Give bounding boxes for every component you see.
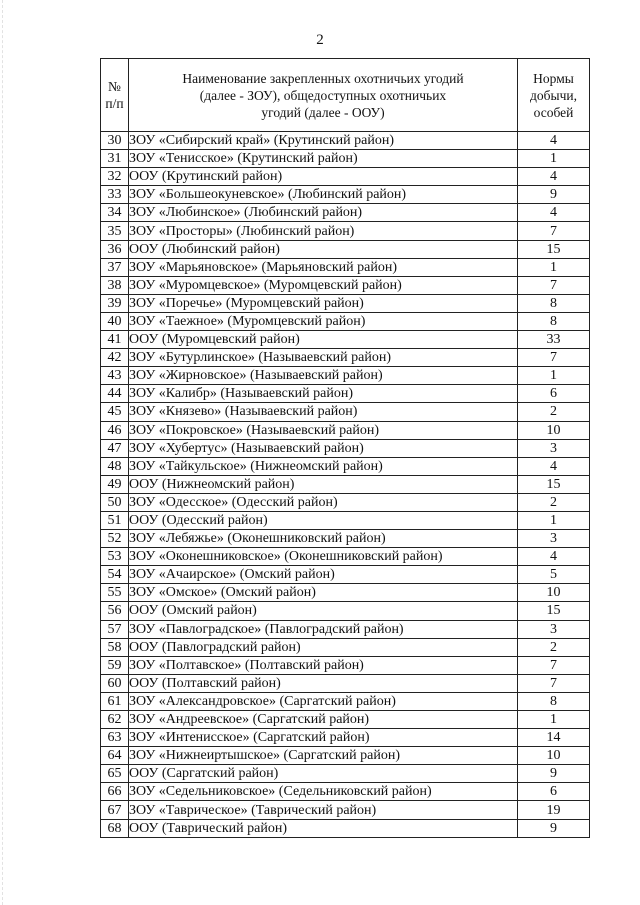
row-name: ЗОУ «Князево» (Называевский район) (129, 403, 518, 421)
row-number: 40 (101, 312, 129, 330)
row-number: 56 (101, 602, 129, 620)
row-name: ЗОУ «Омское» (Омский район) (129, 584, 518, 602)
row-name: ЗОУ «Жирновское» (Называевский район) (129, 367, 518, 385)
row-number: 49 (101, 475, 129, 493)
table-row (101, 530, 590, 548)
table-row (101, 258, 590, 276)
row-name: ЗОУ «Марьяновское» (Марьяновский район) (129, 258, 518, 276)
row-name: ЗОУ «Александровское» (Саргатский район) (129, 692, 518, 710)
header-name-line-1: Наименование закрепленных охотничьих угодий (182, 70, 464, 86)
table-row (101, 620, 590, 638)
row-name: ООУ (Омский район) (129, 602, 518, 620)
row-name: ЗОУ «Поречье» (Муромцевский район) (129, 294, 518, 312)
row-norm: 1 (518, 511, 590, 529)
row-norm: 1 (518, 258, 590, 276)
table-row (101, 692, 590, 710)
row-name: ООУ (Саргатский район) (129, 765, 518, 783)
table-row (101, 711, 590, 729)
row-number: 63 (101, 729, 129, 747)
row-number: 59 (101, 656, 129, 674)
row-number: 54 (101, 566, 129, 584)
row-name: ЗОУ «Муромцевское» (Муромцевский район) (129, 276, 518, 294)
hunting-norms-table (100, 58, 590, 838)
row-number: 50 (101, 493, 129, 511)
row-norm: 1 (518, 150, 590, 168)
table-body (101, 132, 590, 838)
row-name: ООУ (Полтавский район) (129, 674, 518, 692)
row-norm: 9 (518, 765, 590, 783)
row-name: ЗОУ «Андреевское» (Саргатский район) (129, 711, 518, 729)
row-number: 31 (101, 150, 129, 168)
row-number: 60 (101, 674, 129, 692)
header-number-line-1: № (108, 79, 121, 94)
table-row (101, 349, 590, 367)
row-name: ООУ (Любинский район) (129, 240, 518, 258)
table-row (101, 801, 590, 819)
row-name: ЗОУ «Покровское» (Называевский район) (129, 421, 518, 439)
row-number: 30 (101, 132, 129, 150)
table-row (101, 204, 590, 222)
row-number: 46 (101, 421, 129, 439)
row-number: 57 (101, 620, 129, 638)
row-norm: 2 (518, 403, 590, 421)
row-norm: 7 (518, 349, 590, 367)
row-norm: 6 (518, 783, 590, 801)
row-number: 42 (101, 349, 129, 367)
row-norm: 3 (518, 439, 590, 457)
table-row (101, 765, 590, 783)
row-name: ЗОУ «Полтавское» (Полтавский район) (129, 656, 518, 674)
row-norm: 1 (518, 711, 590, 729)
row-norm: 7 (518, 222, 590, 240)
table-row (101, 457, 590, 475)
row-norm: 1 (518, 367, 590, 385)
row-number: 51 (101, 511, 129, 529)
table-row (101, 367, 590, 385)
row-number: 53 (101, 548, 129, 566)
row-name: ЗОУ «Таежное» (Муромцевский район) (129, 312, 518, 330)
row-norm: 4 (518, 132, 590, 150)
table-row (101, 747, 590, 765)
row-name: ЗОУ «Просторы» (Любинский район) (129, 222, 518, 240)
table-row (101, 566, 590, 584)
header-number-line-2: п/п (105, 96, 124, 111)
row-number: 39 (101, 294, 129, 312)
row-name: ЗОУ «Таврическое» (Таврический район) (129, 801, 518, 819)
table-row (101, 168, 590, 186)
row-number: 44 (101, 385, 129, 403)
row-name: ЗОУ «Оконешниковское» (Оконешниковский район) (129, 548, 518, 566)
table-row (101, 656, 590, 674)
row-name: ЗОУ «Любинское» (Любинский район) (129, 204, 518, 222)
table-row (101, 186, 590, 204)
row-norm: 2 (518, 638, 590, 656)
header-norm (518, 59, 590, 132)
row-name: ООУ (Нижнеомский район) (129, 475, 518, 493)
row-name: ООУ (Крутинский район) (129, 168, 518, 186)
row-number: 43 (101, 367, 129, 385)
row-name: ЗОУ «Хубертус» (Называевский район) (129, 439, 518, 457)
row-number: 66 (101, 783, 129, 801)
row-name: ООУ (Таврический район) (129, 819, 518, 837)
row-number: 35 (101, 222, 129, 240)
table-row (101, 493, 590, 511)
row-norm: 15 (518, 602, 590, 620)
table-row (101, 511, 590, 529)
row-number: 37 (101, 258, 129, 276)
header-norm-line-3: особей (533, 104, 574, 120)
row-number: 41 (101, 331, 129, 349)
row-number: 36 (101, 240, 129, 258)
header-norm-line-1: Нормы (533, 70, 574, 86)
row-number: 61 (101, 692, 129, 710)
table-row (101, 222, 590, 240)
row-name: ООУ (Муромцевский район) (129, 331, 518, 349)
table-row (101, 602, 590, 620)
row-norm: 10 (518, 421, 590, 439)
page-number: 2 (316, 32, 324, 48)
row-norm: 6 (518, 385, 590, 403)
row-number: 47 (101, 439, 129, 457)
header-name (129, 59, 518, 132)
row-norm: 3 (518, 620, 590, 638)
row-norm: 5 (518, 566, 590, 584)
row-norm: 15 (518, 475, 590, 493)
row-name: ЗОУ «Одесское» (Одесский район) (129, 493, 518, 511)
row-name: ЗОУ «Павлоградское» (Павлоградский район) (129, 620, 518, 638)
row-norm: 3 (518, 530, 590, 548)
row-norm: 7 (518, 656, 590, 674)
header-norm-line-2: добычи, (530, 87, 577, 103)
table-row (101, 548, 590, 566)
row-number: 52 (101, 530, 129, 548)
table-row (101, 385, 590, 403)
row-norm: 2 (518, 493, 590, 511)
table-row (101, 240, 590, 258)
row-norm: 8 (518, 294, 590, 312)
table-row (101, 421, 590, 439)
row-name: ООУ (Одесский район) (129, 511, 518, 529)
row-norm: 4 (518, 457, 590, 475)
row-norm: 19 (518, 801, 590, 819)
table-row (101, 638, 590, 656)
row-name: ЗОУ «Тайкульское» (Нижнеомский район) (129, 457, 518, 475)
row-name: ЗОУ «Седельниковское» (Седельниковский район) (129, 783, 518, 801)
header-name-line-2: (далее - ЗОУ), общедоступных охотничьих (199, 87, 447, 103)
table-header-row (101, 59, 590, 132)
header-name-line-3: угодий (далее - ООУ) (261, 104, 385, 120)
row-number: 33 (101, 186, 129, 204)
row-number: 67 (101, 801, 129, 819)
row-name: ЗОУ «Ачаирское» (Омский район) (129, 566, 518, 584)
row-number: 68 (101, 819, 129, 837)
row-norm: 8 (518, 312, 590, 330)
row-norm: 8 (518, 692, 590, 710)
row-number: 65 (101, 765, 129, 783)
row-name: ООУ (Павлоградский район) (129, 638, 518, 656)
row-number: 45 (101, 403, 129, 421)
row-number: 48 (101, 457, 129, 475)
table-row (101, 584, 590, 602)
row-norm: 7 (518, 276, 590, 294)
row-number: 32 (101, 168, 129, 186)
row-name: ЗОУ «Нижнеиртышское» (Саргатский район) (129, 747, 518, 765)
row-norm: 4 (518, 168, 590, 186)
table-row (101, 132, 590, 150)
row-norm: 10 (518, 584, 590, 602)
row-number: 34 (101, 204, 129, 222)
row-norm: 14 (518, 729, 590, 747)
row-name: ЗОУ «Бутурлинское» (Называевский район) (129, 349, 518, 367)
table-row (101, 403, 590, 421)
scan-margin-line (2, 0, 4, 905)
table-row (101, 294, 590, 312)
row-norm: 10 (518, 747, 590, 765)
row-name: ЗОУ «Интенисское» (Саргатский район) (129, 729, 518, 747)
row-name: ЗОУ «Лебяжье» (Оконешниковский район) (129, 530, 518, 548)
row-number: 62 (101, 711, 129, 729)
row-number: 55 (101, 584, 129, 602)
table-row (101, 674, 590, 692)
header-number (101, 59, 129, 132)
row-number: 64 (101, 747, 129, 765)
table-row (101, 439, 590, 457)
row-norm: 4 (518, 204, 590, 222)
row-norm: 4 (518, 548, 590, 566)
table-row (101, 729, 590, 747)
row-norm: 33 (518, 331, 590, 349)
table-row (101, 276, 590, 294)
row-norm: 9 (518, 186, 590, 204)
row-name: ЗОУ «Большеокуневское» (Любинский район) (129, 186, 518, 204)
row-number: 38 (101, 276, 129, 294)
row-name: ЗОУ «Калибр» (Называевский район) (129, 385, 518, 403)
row-name: ЗОУ «Сибирский край» (Крутинский район) (129, 132, 518, 150)
table-row (101, 312, 590, 330)
table-row (101, 150, 590, 168)
row-name: ЗОУ «Тенисское» (Крутинский район) (129, 150, 518, 168)
table-row (101, 475, 590, 493)
row-norm: 15 (518, 240, 590, 258)
row-number: 58 (101, 638, 129, 656)
table-row (101, 819, 590, 837)
row-norm: 9 (518, 819, 590, 837)
row-norm: 7 (518, 674, 590, 692)
table-row (101, 331, 590, 349)
table-row (101, 783, 590, 801)
